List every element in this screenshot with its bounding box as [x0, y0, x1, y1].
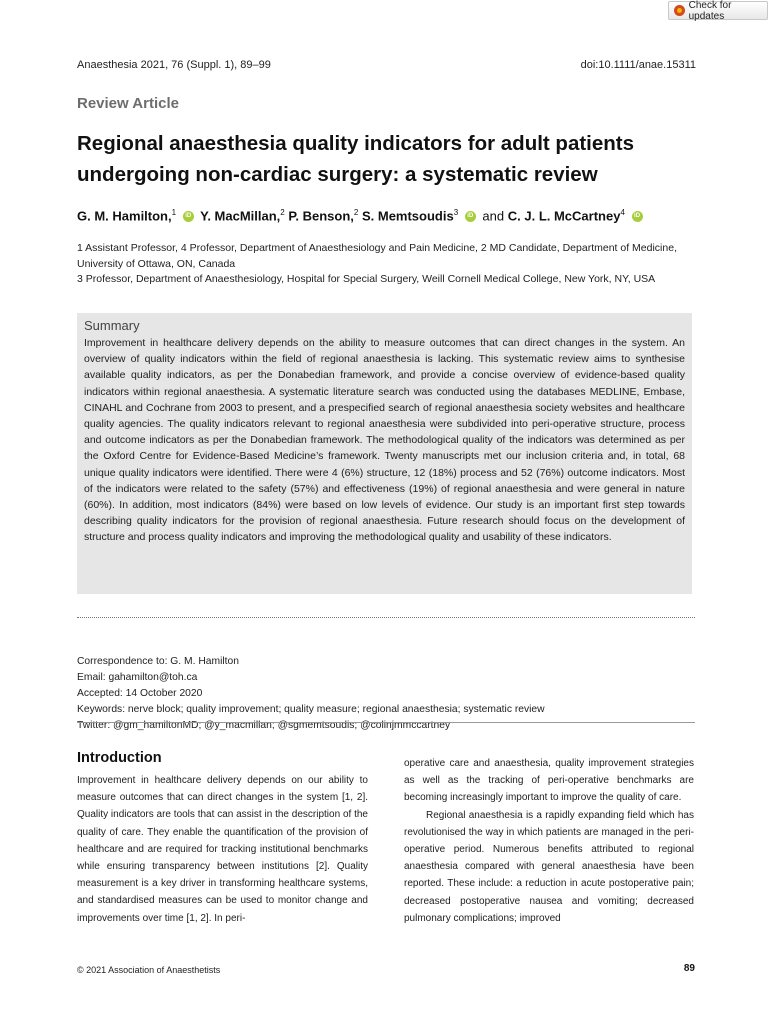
author-list [77, 208, 697, 223]
author-name[interactable]: G. M. Hamilton, [77, 208, 172, 224]
email[interactable]: Email: gahamilton@toh.ca [77, 672, 198, 683]
affiliation-item: 1 Assistant Professor, 4 Professor, Department of Anaesthesiology and Pain Medicine, 2 MD Candidate, Department of Medicine, University of Ottawa, ON, Canada [77, 242, 677, 270]
article-title: Regional anaesthesia quality indicators for adult patients undergoing non-cardiac surgery: a systematic review [77, 132, 635, 186]
author-name[interactable]: S. Memtsoudis [361, 208, 454, 224]
orcid-icon[interactable]: iD [632, 211, 643, 222]
article-type: Review Article [77, 95, 179, 112]
crossmark-icon [674, 5, 685, 16]
author-name[interactable]: C. J. L. McCartney [507, 208, 621, 224]
intro-column-left [77, 772, 368, 927]
introduction-heading: Introduction [77, 750, 162, 766]
summary-box [77, 313, 692, 594]
author-affil-sup: 2 [353, 208, 359, 217]
correspondence: Correspondence to: G. M. Hamilton [77, 656, 239, 667]
author-affil-sup: 4 [620, 208, 625, 217]
summary-text: Improvement in healthcare delivery depends on the ability to measure outcomes that can direct changes in the system. An overview of quality indicators within the field of regional anaesthesia is lacking. This systematic review aims to synthesise available quality indicators, as per the Donabedian framework, and provide a concise overview of evidence-based quality indicators within regional anaesthesia. A systematic literature search was conducted using the databases MEDLINE, Embase, CINAHL and Cochrane from 2003 to present, and a prespecified search of regional anaesthesia society websites and healthcare quality agencies. The quality indicators relevant to regional anaesthesia were subdivided into peri-operative structure, process and outcome indicators as per the Donabedian framework. The methodological quality of the indicators was determined as per the Oxford Centre for Evidence-Based Medicine’s framework. Twenty manuscripts met our inclusion criteria and, in total, 68 unique quality indicators were identified. There were 4 (6%) structure, 12 (18%) process and 52 (76%) outcome indicators. Most of the indicators were related to the safety (57%) and effectiveness (19%) of regional anaesthesia and were general in nature (60%). In addition, most indicators (84%) were based on low levels of evidence. Our study is an important first step towards describing quality indicators for the provision of regional anaesthesia. Future research should focus on the development of structure and process quality indicators and improving the methodological quality and usability of these indicators. [84, 337, 685, 544]
author-name[interactable]: P. Benson, [288, 208, 354, 224]
journal-citation: Anaesthesia 2021, 76 (Suppl. 1), 89–99 [77, 59, 271, 71]
orcid-icon[interactable]: iD [465, 211, 476, 222]
check-for-updates-label: Check for updates [688, 0, 732, 22]
intro-paragraph: Improvement in healthcare delivery depends on our ability to measure outcomes that can direct changes in the system [1, 2]. Quality indicators are tools that can assist in the description of the quality of care. They enable the quantification of the provision of healthcare and are required for tracking institutional benchmarks while ensuring transparency between institutions [2]. Quality measurement is a key driver in transforming healthcare systems, and standardised measures can be used to monitor change and improvements over time [1, 2]. In peri- [77, 775, 368, 924]
dotted-divider [77, 617, 695, 618]
check-for-updates-button[interactable] [668, 1, 768, 20]
orcid-icon[interactable]: iD [183, 211, 194, 222]
intro-column-right [404, 755, 694, 927]
copyright: © 2021 Association of Anaesthetists [77, 965, 221, 975]
intro-paragraph: operative care and anaesthesia, quality improvement strategies as well as the tracking of peri-operative benchmarks are becoming increasingly important to improve the quality of care. [404, 758, 694, 804]
author-affil-sup: 2 [280, 208, 285, 217]
author-affil-sup: 1 [171, 208, 177, 217]
accepted-date: Accepted: 14 October 2020 [77, 688, 203, 699]
author-affil-sup: 3 [453, 208, 459, 217]
authors-and: and [482, 208, 505, 224]
affiliations [77, 241, 697, 288]
summary-heading: Summary [84, 318, 140, 333]
twitter-handles[interactable]: Twitter: @gm_hamiltonMD; @y_macmillan; @sgmemtsoudis; @colinjmmccartney [77, 720, 451, 731]
keywords: Keywords: nerve block; quality improvement; quality measure; regional anaesthesia; systematic review [77, 704, 545, 715]
intro-paragraph: Regional anaesthesia is a rapidly expanding field which has revolutionised the way in which patients are managed in the peri-operative period. Numerous benefits attributed to regional anaesthesia compared with general anaesthesia have been reported. These include: a reduction in acute postoperative pain; decreased postoperative nausea and vomiting; decreased pulmonary complications; improved [404, 809, 694, 924]
page-number: 89 [683, 963, 695, 974]
doi-link[interactable]: doi:10.1111/anae.15311 [580, 59, 696, 71]
affiliation-item: 3 Professor, Department of Anaesthesiology, Hospital for Special Surgery, Weill Cornell Medical College, New York, NY, USA [77, 273, 656, 285]
section-divider [77, 722, 695, 723]
author-name[interactable]: Y. MacMillan, [200, 208, 281, 224]
